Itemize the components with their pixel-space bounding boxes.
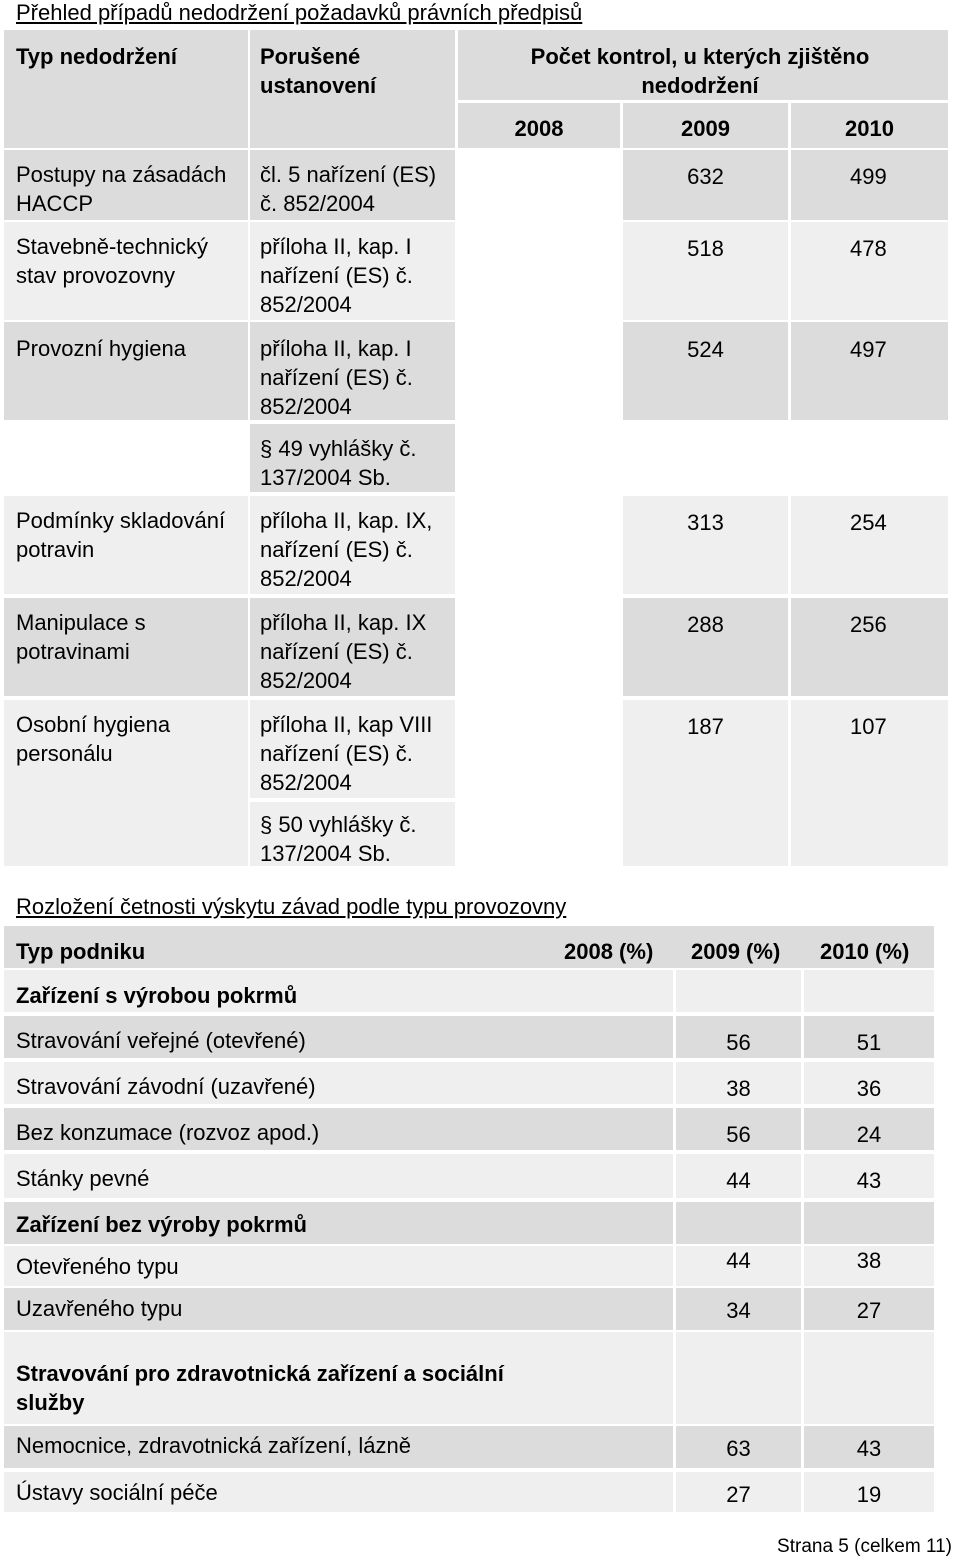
s2-header-2008: 2008 (%): [564, 939, 654, 964]
s2-row-value-2009: 44: [726, 1248, 751, 1273]
s2-row-value-2010: 27: [856, 1298, 882, 1323]
s2-row-value-2009: 34: [726, 1298, 751, 1323]
s2-row-label: Uzavřeného typu: [16, 1296, 183, 1321]
s2-row-value-2010: 38: [856, 1248, 882, 1273]
header-provision: Porušené ustanovení: [260, 44, 377, 98]
row2-value-2009: 518: [687, 236, 724, 261]
s2-row-label: Nemocnice, zdravotnická zařízení, lázně: [16, 1433, 411, 1458]
row3-value-2009: 524: [687, 337, 724, 362]
header-year-2009: 2009: [681, 116, 730, 141]
s2-row-label: Stravování pro zdravotnická zařízení a sociální služby: [16, 1361, 504, 1415]
row5-value-2010: 256: [850, 612, 887, 637]
row4-provision: příloha II, kap. IX, nařízení (ES) č. 852/2004: [260, 508, 433, 591]
s2-row-value-2010: 43: [856, 1436, 882, 1461]
row3-provision: příloha II, kap. I nařízení (ES) č. 852/2004: [260, 336, 413, 419]
section1-title: Přehled případů nedodržení požadavků právních předpisů: [16, 0, 583, 25]
s2-row-label: Stánky pevné: [16, 1166, 150, 1191]
header-year-2008: 2008: [514, 116, 564, 141]
header-year-2010: 2010: [845, 116, 894, 141]
row2-value-2010: 478: [850, 236, 887, 261]
page-number: Strana 5 (celkem 11): [777, 1536, 952, 1557]
s2-row-value-2010: 19: [856, 1482, 882, 1507]
row6-value-2009: 187: [687, 714, 724, 739]
s2-row-label: Stravování veřejné (otevřené): [16, 1028, 306, 1053]
row6-value-2010: 107: [850, 714, 887, 739]
row1-value-2009: 632: [687, 164, 724, 189]
s2-row-label: Zařízení s výrobou pokrmů: [16, 983, 298, 1008]
header-type: Typ nedodržení: [16, 44, 177, 69]
s2-header-type: Typ podniku: [16, 939, 146, 964]
s2-row-label: Otevřeného typu: [16, 1254, 179, 1279]
row3-type: Provozní hygiena: [16, 336, 186, 361]
row5-provision: příloha II, kap. IX nařízení (ES) č. 852/2004: [260, 610, 427, 693]
s2-row-value-2010: 51: [856, 1030, 882, 1055]
row5-value-2009: 288: [687, 612, 724, 637]
row6-provision: příloha II, kap VIII nařízení (ES) č. 852/2004: [260, 712, 433, 795]
s2-row-label: Bez konzumace (rozvoz apod.): [16, 1120, 320, 1145]
s2-header-2009: 2009 (%): [691, 939, 781, 964]
row4-type: Podmínky skladování potravin: [16, 508, 226, 562]
row4-value-2009: 313: [687, 510, 724, 535]
s2-row-value-2009: 63: [726, 1436, 751, 1461]
s2-row-value-2010: 36: [856, 1076, 882, 1101]
s2-row-value-2010: 24: [856, 1122, 882, 1147]
s2-row-value-2009: 56: [726, 1030, 751, 1055]
row1-value-2010: 499: [850, 164, 887, 189]
row6-provision-2: § 50 vyhlášky č. 137/2004 Sb.: [260, 812, 417, 866]
s2-row-label: Zařízení bez výroby pokrmů: [16, 1212, 307, 1237]
row5-type: Manipulace s potravinami: [16, 610, 146, 664]
row6-type: Osobní hygiena personálu: [16, 712, 171, 766]
row4-value-2010: 254: [850, 510, 887, 535]
header-count: Počet kontrol, u kterých zjištěno nedodržení: [530, 44, 870, 98]
row1-type: Postupy na zásadách HACCP: [16, 162, 227, 216]
s2-row-label: Stravování závodní (uzavřené): [16, 1074, 316, 1099]
s2-header-2010: 2010 (%): [820, 939, 910, 964]
s2-row-value-2009: 27: [726, 1482, 751, 1507]
row3-value-2010: 497: [850, 337, 887, 362]
row1-provision: čl. 5 nařízení (ES) č. 852/2004: [260, 162, 437, 216]
s2-row-value-2009: 56: [726, 1122, 751, 1147]
row2-type: Stavebně-technický stav provozovny: [16, 234, 208, 288]
s2-row-label: Ústavy sociální péče: [16, 1480, 218, 1505]
row2-provision: příloha II, kap. I nařízení (ES) č. 852/2004: [260, 234, 413, 317]
section2-title: Rozložení četnosti výskytu závad podle typu provozovny: [16, 894, 567, 919]
row3-provision-2: § 49 vyhlášky č. 137/2004 Sb.: [260, 436, 417, 490]
s2-row-value-2009: 44: [726, 1168, 751, 1193]
s2-row-value-2010: 43: [856, 1168, 882, 1193]
s2-row-value-2009: 38: [726, 1076, 751, 1101]
